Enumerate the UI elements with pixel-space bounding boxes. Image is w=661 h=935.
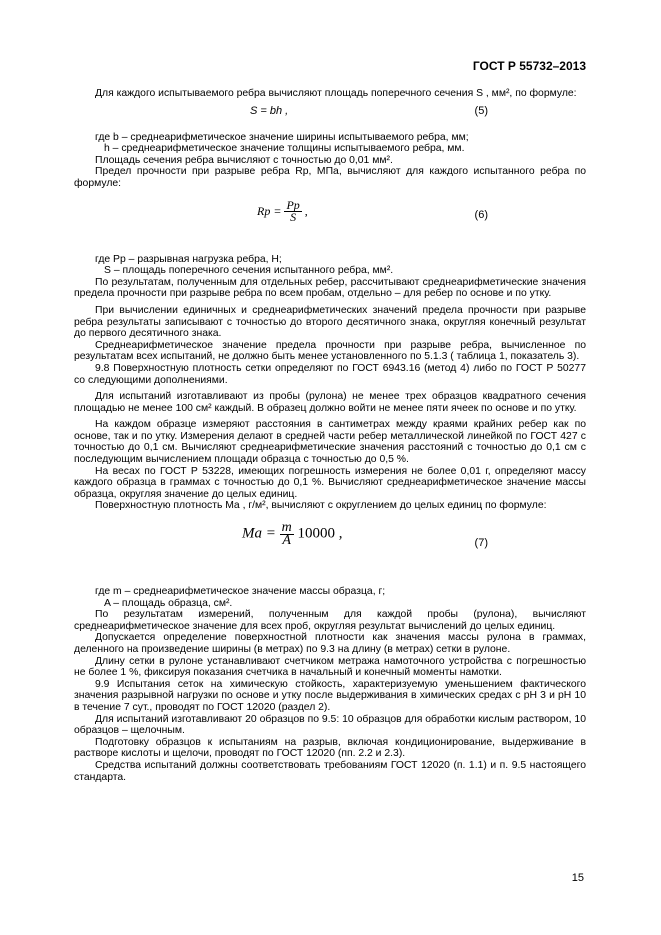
- paragraph: 9.8 Поверхностную плотность сетки определяют по ГОСТ 6943.16 (метод 4) либо по ГОСТ Р 50277 со следующими дополнениями.: [74, 362, 586, 386]
- formula-5: [74, 106, 586, 124]
- paragraph: Среднеарифметическое значение предела прочности при разрыве ребра, вычисленное по результатам всех испытаний, не должно быть менее установленного по 5.1.3 ( таблица 1, показатель 3).: [74, 339, 586, 363]
- formula-7-expression: [242, 522, 343, 546]
- paragraph: где m – среднеарифметическое значение массы образца, г;: [95, 586, 386, 598]
- paragraph: При вычислении единичных и среднеарифметических значений предела прочности при разрыве ребра результаты записывают с точностью до второго десятичного знака, округляя конечный результат до первого десятичного знака.: [74, 304, 586, 340]
- paragraph: Средства испытаний должны соответствовать требованиям ГОСТ 12020 (п. 1.1) и п. 9.5 настоящего стандарта.: [74, 759, 586, 783]
- formula-6-expression: [257, 197, 308, 225]
- formula-6-numerator: Pр: [286, 197, 300, 212]
- paragraph: По результатам, полученным для отдельных ребер, рассчитывают среднеарифметические значения предела прочности при разрыве ребра по всем пробам, отдельно – для ребер по основе и по утку.: [74, 276, 586, 300]
- paragraph: На весах по ГОСТ Р 53228, имеющих погрешность измерения не более 0,01 г, определяют массу каждого образца в граммах с точностью до 0,1 %. Вычисляют среднеарифметическое значение массы образца, округляя значение до целых единиц.: [74, 465, 586, 500]
- paragraph: где b – среднеарифметическое значение ширины испытываемого ребра, мм;: [95, 131, 469, 143]
- formula-6-fraction: [284, 197, 301, 225]
- paragraph: Для испытаний изготавливают из пробы (рулона) не менее трех образцов квадратного сечения площадью не менее 100 см² каждый. В образец должно войти не менее пяти ячеек по основе и по утку.: [74, 391, 586, 414]
- formula-7-number: (7): [474, 537, 488, 550]
- formula-7-numerator: m: [281, 520, 292, 536]
- paragraph: Длину сетки в рулоне устанавливают счетчиком метража намоточного устройства с погрешностью не более 1 %, фиксируя показания счетчика в начальный и конечный моменты намотки.: [74, 655, 586, 679]
- formula-6-denominator: S: [290, 210, 297, 225]
- formula-6-lhs: Rр =: [257, 203, 282, 218]
- formula-7-fraction: [280, 522, 294, 546]
- paragraph: Площадь сечения ребра вычисляют с точностью до 0,01 мм².: [95, 154, 393, 166]
- formula-7-denominator: A: [282, 532, 291, 548]
- formula-6: [74, 198, 586, 246]
- paragraph: По результатам измерений, полученным для каждой пробы (рулона), вычисляют среднеарифметическое значение для всех проб, округляя результат вычислений до целых единиц.: [74, 609, 586, 632]
- paragraph: Предел прочности при разрыве ребра Rр, МПа, вычисляют для каждого испытанного ребра по формуле:: [74, 166, 586, 189]
- paragraph: Для испытаний изготавливают 20 образцов по 9.5: 10 образцов для обработки кислым раствором, 10 образцов – щелочным.: [74, 713, 586, 737]
- formula-5-expression: S = bh ,: [250, 104, 289, 117]
- paragraph: S – площадь поперечного сечения испытанного ребра, мм².: [104, 265, 394, 277]
- formula-5-number: (5): [474, 104, 488, 117]
- paragraph: где Pр – разрывная нагрузка ребра, Н;: [95, 253, 282, 265]
- paragraph: Подготовку образцов к испытаниям на разрыв, включая кондиционирование, выдерживание в растворе кислоты и щелочи, проводят по ГОСТ 12020 (пп. 2.2 и 2.3).: [74, 736, 586, 760]
- formula-6-number: (6): [474, 208, 488, 221]
- paragraph: 9.9 Испытания сеток на химическую стойкость, характеризуемую уменьшением фактического значения разрывной нагрузки по основе и утку после выдерживания в химических средах с рН 3 и рН 10 в течение 7 сут., проводят по ГОСТ 12020 (раздел 2).: [74, 678, 586, 713]
- document-header: ГОСТ Р 55732–2013: [472, 59, 586, 73]
- paragraph: На каждом образце измеряют расстояния в сантиметрах между краями крайних ребер как по основе, так и по утку. Измерения делают в средней части ребер металлической линейкой по ГОСТ 427 с точностью до 0,1 см. Вычисляют среднеарифметические значения расстояний с точностью до 0,1 см с последующим вычислением площади образца с точностью до 0,5 %.: [74, 419, 586, 466]
- formula-6-tail: ,: [304, 203, 308, 218]
- formula-7-factor: 10000 ,: [297, 525, 343, 542]
- paragraph: Допускается определение поверхностной плотности как значения массы рулона в граммах, деленного на произведение ширины (в метрах) по 9.3 на длину (в метрах) сетки в рулоне.: [74, 632, 586, 655]
- paragraph: h – среднеарифметическое значение толщины испытываемого ребра, мм.: [104, 143, 465, 155]
- paragraph: Для каждого испытываемого ребра вычисляют площадь поперечного сечения S , мм², по формуле:: [95, 88, 577, 99]
- paragraph: A – площадь образца, см².: [104, 597, 233, 609]
- paragraph: Поверхностную плотность Mа , г/м², вычисляют с округлением до целых единиц по формуле:: [95, 500, 547, 512]
- page-number: 15: [571, 872, 584, 884]
- formula-7-lhs: Mа =: [242, 525, 276, 542]
- document-body: [74, 88, 586, 783]
- formula-7: [74, 520, 586, 578]
